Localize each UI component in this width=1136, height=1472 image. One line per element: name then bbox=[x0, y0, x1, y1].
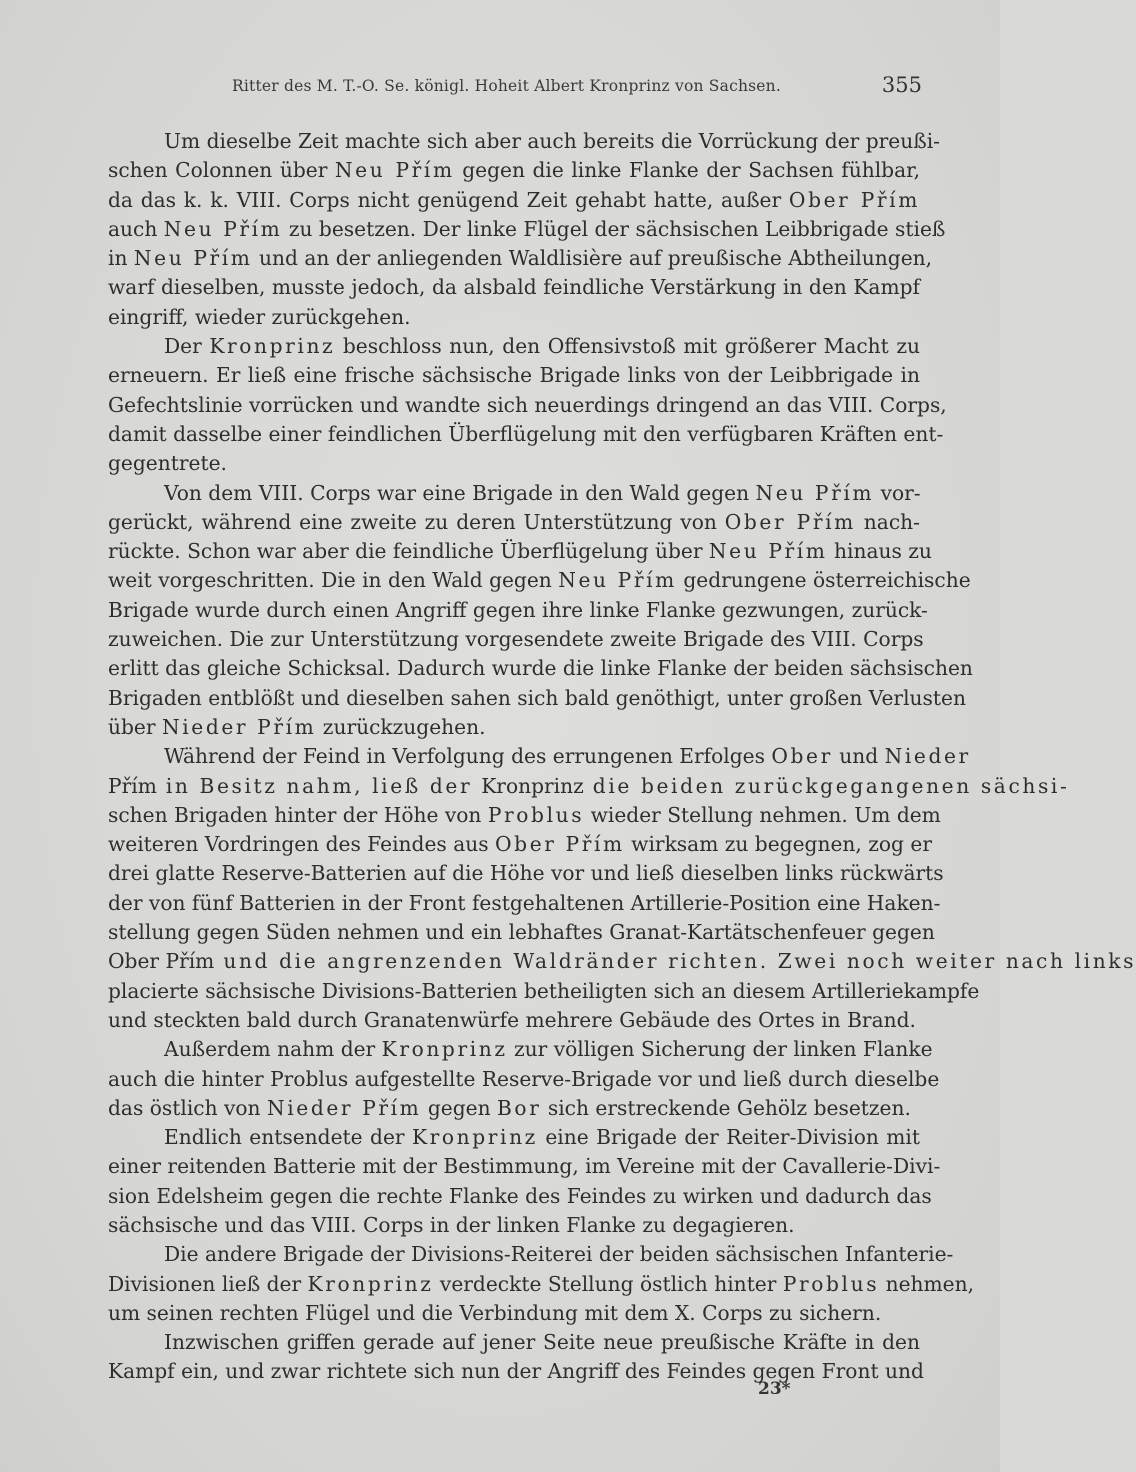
text-line bbox=[108, 1182, 932, 1211]
text-segment: beschloss nun, den Offensivstoß mit größerer Macht zu bbox=[335, 334, 920, 359]
text-segment: gegen die linke Flanke der Sachsen fühlbar, bbox=[454, 158, 920, 183]
spaced-name: die beiden zurückgegangenen sächsi- bbox=[583, 773, 1070, 798]
running-title: Ritter des M. T.-O. Se. königl. Hoheit Albert Kronprinz von Sachsen. bbox=[232, 77, 781, 95]
text-line bbox=[108, 1035, 933, 1064]
text-segment: erlitt das gleiche Schicksal. Dadurch wurde die linke Flanke der beiden sächsischen bbox=[108, 656, 973, 681]
text-segment: Während der Feind in Verfolgung des errungenen Erfolges bbox=[164, 744, 772, 769]
spaced-name: Kronprinz bbox=[381, 1037, 508, 1062]
text-line bbox=[108, 1240, 954, 1269]
text-segment: um seinen rechten Flügel und die Verbindung mit dem X. Corps zu sichern. bbox=[108, 1300, 882, 1325]
text-segment: drei glatte Reserve-Batterien auf die Höhe vor und ließ dieselben links rückwärts bbox=[108, 861, 944, 886]
text-segment: Brigade wurde durch einen Angriff gegen ihre linke Flanke gezwungen, zurück- bbox=[108, 597, 928, 622]
text-segment: und steckten bald durch Granatenwürfe mehrere Gebäude des Ortes in Brand. bbox=[108, 1007, 916, 1032]
spaced-name: Kronprinz bbox=[209, 334, 336, 359]
text-line bbox=[108, 596, 928, 625]
spaced-name: Problus bbox=[487, 802, 585, 827]
text-segment: Der bbox=[164, 334, 210, 359]
spaced-name: Neu Přím bbox=[334, 158, 455, 183]
text-line bbox=[108, 215, 946, 244]
text-line bbox=[108, 391, 947, 420]
text-segment: warf dieselben, musste jedoch, da alsbald feindliche Verstärkung in den Kampf bbox=[108, 275, 920, 300]
text-line bbox=[108, 566, 971, 595]
text-segment: zuweichen. Die zur Unterstützung vorgesendete zweite Brigade des VIII. Corps bbox=[108, 627, 924, 652]
text-segment: eingriff, wieder zurückgehen. bbox=[108, 304, 411, 329]
spaced-name: Ober Přím bbox=[724, 509, 856, 534]
text-line bbox=[108, 156, 920, 185]
text-segment: damit dasselbe einer feindlichen Überflügelung mit den verfügbaren Kräften ent- bbox=[108, 421, 944, 446]
text-segment: Um dieselbe Zeit machte sich aber auch bereits die Vorrückung der preußi- bbox=[164, 129, 940, 153]
text-line bbox=[108, 772, 1070, 801]
text-segment: zur völligen Sicherung der linken Flanke bbox=[507, 1037, 933, 1062]
text-line bbox=[108, 684, 966, 713]
text-segment: schen Brigaden hinter der Höhe von bbox=[108, 802, 488, 827]
text-segment: der von fünf Batterien in der Front festgehaltenen Artillerie-Position eine Haken- bbox=[108, 890, 941, 915]
text-segment: Außerdem nahm der bbox=[164, 1037, 382, 1062]
text-line bbox=[108, 186, 920, 215]
spaced-name: Nieder bbox=[884, 744, 971, 769]
text-segment: gegen bbox=[421, 1095, 497, 1120]
text-segment: nach- bbox=[855, 509, 920, 534]
text-segment: verdeckte Stellung östlich hinter bbox=[433, 1271, 783, 1296]
spaced-name: Kronprinz bbox=[411, 1125, 538, 1150]
text-line bbox=[108, 918, 935, 947]
text-line bbox=[108, 1211, 920, 1240]
spaced-name: Ober Přím bbox=[495, 832, 625, 857]
text-segment: und bbox=[832, 744, 885, 769]
text-line bbox=[108, 449, 920, 478]
text-line bbox=[108, 508, 920, 537]
text-line bbox=[108, 801, 941, 830]
text-segment: Kampf ein, und zwar richtete sich nun der Angriff des Feindes gegen Front und bbox=[108, 1359, 924, 1384]
text-segment: schen Colonnen über bbox=[108, 158, 335, 183]
text-line bbox=[108, 1270, 975, 1299]
text-segment: zurückzugehen. bbox=[316, 714, 486, 739]
spaced-name: Kronprinz bbox=[307, 1271, 434, 1296]
text-segment: da das k. k. VIII. Corps nicht genügend Zeit gehabt hatte, außer bbox=[108, 187, 789, 212]
signature-mark: 23* bbox=[758, 1379, 791, 1399]
text-segment: sion Edelsheim gegen die rechte Flanke des Feindes zu wirken und dadurch das bbox=[108, 1183, 932, 1208]
text-segment: Die andere Brigade der Divisions-Reiterei der beiden sächsischen Infanterie- bbox=[164, 1242, 954, 1267]
text-segment: rückte. Schon war aber die feindliche Überflügelung über bbox=[108, 539, 709, 564]
text-segment: gegentrete. bbox=[108, 451, 227, 476]
text-segment: in bbox=[108, 246, 134, 271]
text-line bbox=[108, 1357, 924, 1386]
text-line bbox=[108, 1299, 920, 1328]
text-segment: Ober Přím bbox=[108, 949, 215, 974]
text-line bbox=[108, 889, 941, 918]
text-segment: hinaus zu bbox=[827, 539, 932, 564]
text-segment: placierte sächsische Divisions-Batterien betheiligten sich an diesem Artilleriekampfe bbox=[108, 978, 980, 1003]
text-segment: das östlich von bbox=[108, 1095, 267, 1120]
text-line bbox=[108, 420, 944, 449]
text-segment: zu besetzen. Der linke Flügel der sächsischen Leibbrigade stieß bbox=[282, 216, 946, 241]
text-segment: vor- bbox=[874, 480, 921, 505]
text-line bbox=[108, 947, 1136, 976]
spaced-name: Problus bbox=[782, 1271, 880, 1296]
spaced-name: Bor bbox=[497, 1095, 542, 1120]
text-line bbox=[108, 303, 920, 332]
text-line bbox=[108, 1152, 941, 1181]
spaced-name: und die angrenzenden Waldränder richten. Zwei noch weiter nach links bbox=[214, 949, 1136, 974]
text-segment: Přím bbox=[108, 773, 157, 798]
text-line bbox=[108, 127, 940, 156]
text-line bbox=[108, 625, 924, 654]
text-line bbox=[108, 1094, 920, 1123]
text-segment: Inzwischen griffen gerade auf jener Seite neue preußische Kräfte in den bbox=[164, 1330, 920, 1355]
text-line bbox=[108, 859, 944, 888]
text-segment: und an der anliegenden Waldlisière auf preußische Abtheilungen, bbox=[252, 246, 933, 271]
text-segment: auch die hinter Problus aufgestellte Reserve-Brigade vor und ließ durch dieselbe bbox=[108, 1066, 940, 1091]
text-segment: Kronprinz bbox=[481, 773, 584, 798]
text-segment: gerückt, während eine zweite zu deren Unterstützung von bbox=[108, 509, 725, 534]
text-segment: wirksam zu begegnen, zog er bbox=[624, 832, 932, 857]
text-segment: einer reitenden Batterie mit der Bestimmung, im Vereine mit der Cavallerie-Divi- bbox=[108, 1154, 941, 1179]
spaced-name: Ober bbox=[771, 744, 833, 769]
spaced-name: Nieder Přím bbox=[161, 714, 317, 739]
spaced-name: Neu Přím bbox=[708, 539, 828, 564]
text-segment: weit vorgeschritten. Die in den Wald gegen bbox=[108, 568, 559, 593]
text-segment: Endlich entsendete der bbox=[164, 1125, 412, 1150]
text-segment: Divisionen ließ der bbox=[108, 1271, 308, 1296]
text-segment: eine Brigade der Reiter-Division mit bbox=[537, 1125, 920, 1150]
spaced-name: Neu Přím bbox=[755, 480, 875, 505]
text-segment: Gefechtslinie vorrücken und wandte sich neuerdings dringend an das VIII. Corps, bbox=[108, 392, 947, 417]
text-line bbox=[108, 830, 932, 859]
text-line bbox=[108, 977, 980, 1006]
text-segment: auch bbox=[108, 216, 164, 241]
text-line bbox=[108, 479, 920, 508]
text-segment: Brigaden entblößt und dieselben sahen sich bald genöthigt, unter großen Verlusten bbox=[108, 685, 966, 710]
text-line bbox=[108, 713, 920, 742]
text-line bbox=[108, 244, 933, 273]
text-line bbox=[108, 361, 920, 390]
text-line bbox=[108, 273, 920, 302]
body-text bbox=[108, 127, 1136, 1387]
text-segment: sächsische und das VIII. Corps in der linken Flanke zu degagieren. bbox=[108, 1212, 795, 1237]
spaced-name: Neu Přím bbox=[163, 216, 283, 241]
text-line bbox=[108, 1006, 920, 1035]
text-segment: wieder Stellung nehmen. Um dem bbox=[584, 802, 941, 827]
text-line bbox=[108, 742, 971, 771]
page-number: 355 bbox=[881, 73, 922, 97]
spaced-name: in Besitz nahm, ließ der bbox=[156, 773, 482, 798]
spaced-name: Neu Přím bbox=[558, 568, 677, 593]
text-line bbox=[108, 1328, 920, 1357]
text-line bbox=[108, 332, 920, 361]
spaced-name: Neu Přím bbox=[133, 246, 253, 271]
text-segment: über bbox=[108, 714, 162, 739]
text-segment: nehmen, bbox=[879, 1271, 975, 1296]
text-segment: stellung gegen Süden nehmen und ein lebhaftes Granat-Kartätschenfeuer gegen bbox=[108, 920, 935, 945]
text-line bbox=[108, 1065, 940, 1094]
text-segment: erneuern. Er ließ eine frische sächsische Brigade links von der Leibbrigade in bbox=[108, 363, 920, 388]
spaced-name: Ober Přím bbox=[788, 187, 920, 212]
text-line bbox=[108, 1123, 920, 1152]
text-segment: Von dem VIII. Corps war eine Brigade in den Wald gegen bbox=[164, 480, 756, 505]
text-segment: gedrungene österreichische bbox=[676, 568, 971, 593]
text-segment: sich erstreckende Gehölz besetzen. bbox=[541, 1095, 911, 1120]
running-header bbox=[232, 73, 922, 103]
text-segment: weiteren Vordringen des Feindes aus bbox=[108, 832, 496, 857]
text-line bbox=[108, 537, 932, 566]
text-line bbox=[108, 654, 973, 683]
spaced-name: Nieder Přím bbox=[266, 1095, 422, 1120]
